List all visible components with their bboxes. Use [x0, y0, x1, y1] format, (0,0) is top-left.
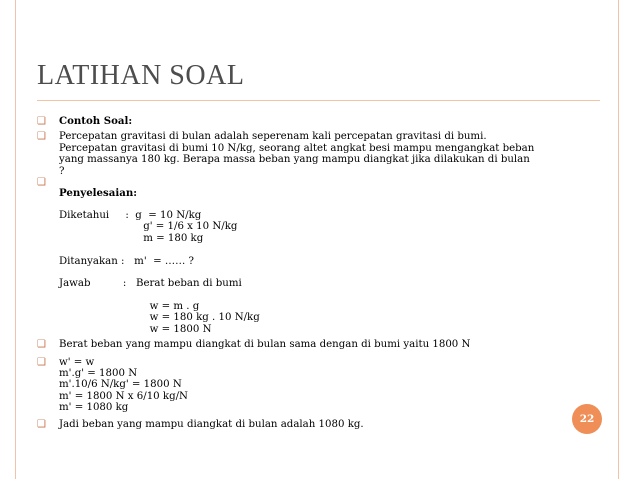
penyelesaian-label: Penyelesaian:	[59, 187, 138, 200]
question-line: ?	[59, 165, 65, 177]
list-item-w	[37, 357, 582, 414]
question-line: Percepatan gravitasi di bumi 10 N/kg, seorang altet angkat besi mampu mengangkat beban	[59, 142, 535, 154]
calc-line: w = 1800 N	[59, 323, 212, 335]
contoh-label: Contoh Soal:	[59, 115, 133, 127]
calc-line: w = 180 kg . 10 N/kg	[59, 312, 260, 324]
w-line: w' = w	[59, 356, 95, 368]
title-divider	[37, 100, 600, 101]
list-item-berat	[37, 339, 582, 350]
bullet-icon: ❑	[37, 116, 46, 127]
bullet-icon: ❑	[37, 339, 46, 351]
diketahui-line: m = 180 kg	[59, 232, 204, 244]
diketahui-block	[37, 210, 582, 244]
w-line: m'.g' = 1800 N	[59, 367, 138, 379]
list-item-jadi	[37, 419, 582, 430]
w-line: m'.10/6 N/kg' = 1800 N	[59, 379, 182, 391]
slide-body	[37, 116, 582, 430]
list-item-contoh	[37, 116, 582, 127]
bullet-icon: ❑	[37, 356, 46, 368]
w-line: m' = 1080 kg	[59, 402, 129, 414]
list-item-empty	[37, 177, 582, 188]
diketahui-line: g' = 1/6 x 10 N/kg	[59, 221, 238, 233]
diketahui-line: Diketahui : g = 10 N/kg	[59, 209, 202, 221]
list-item-question	[37, 131, 582, 177]
calc-block	[37, 301, 582, 335]
bullet-icon: ❑	[37, 418, 46, 430]
question-line: yang massanya 180 kg. Berapa massa beban yang mampu diangkat jika dilakukan di bulan	[59, 154, 530, 166]
calc-line: w = m . g	[59, 300, 200, 312]
jadi-text: Jadi beban yang mampu diangkat di bulan adalah 1080 kg.	[59, 418, 364, 430]
jawab-line: Jawab : Berat beban di bumi	[59, 278, 242, 290]
bullet-icon: ❑	[37, 131, 46, 143]
question-line: Percepatan gravitasi di bulan adalah seperenam kali percepatan gravitasi di bumi.	[59, 131, 487, 143]
slide-title: LATIHAN SOAL	[37, 60, 245, 91]
berat-text: Berat beban yang mampu diangkat di bulan sama dengan di bumi yaitu 1800 N	[59, 339, 471, 351]
bullet-icon: ❑	[37, 177, 46, 189]
w-line: m' = 1800 N x 6/10 kg/N	[59, 390, 188, 402]
page-number-badge: 22	[572, 404, 602, 434]
ditanyakan-line: Ditanyakan : m' = …… ?	[59, 256, 194, 268]
